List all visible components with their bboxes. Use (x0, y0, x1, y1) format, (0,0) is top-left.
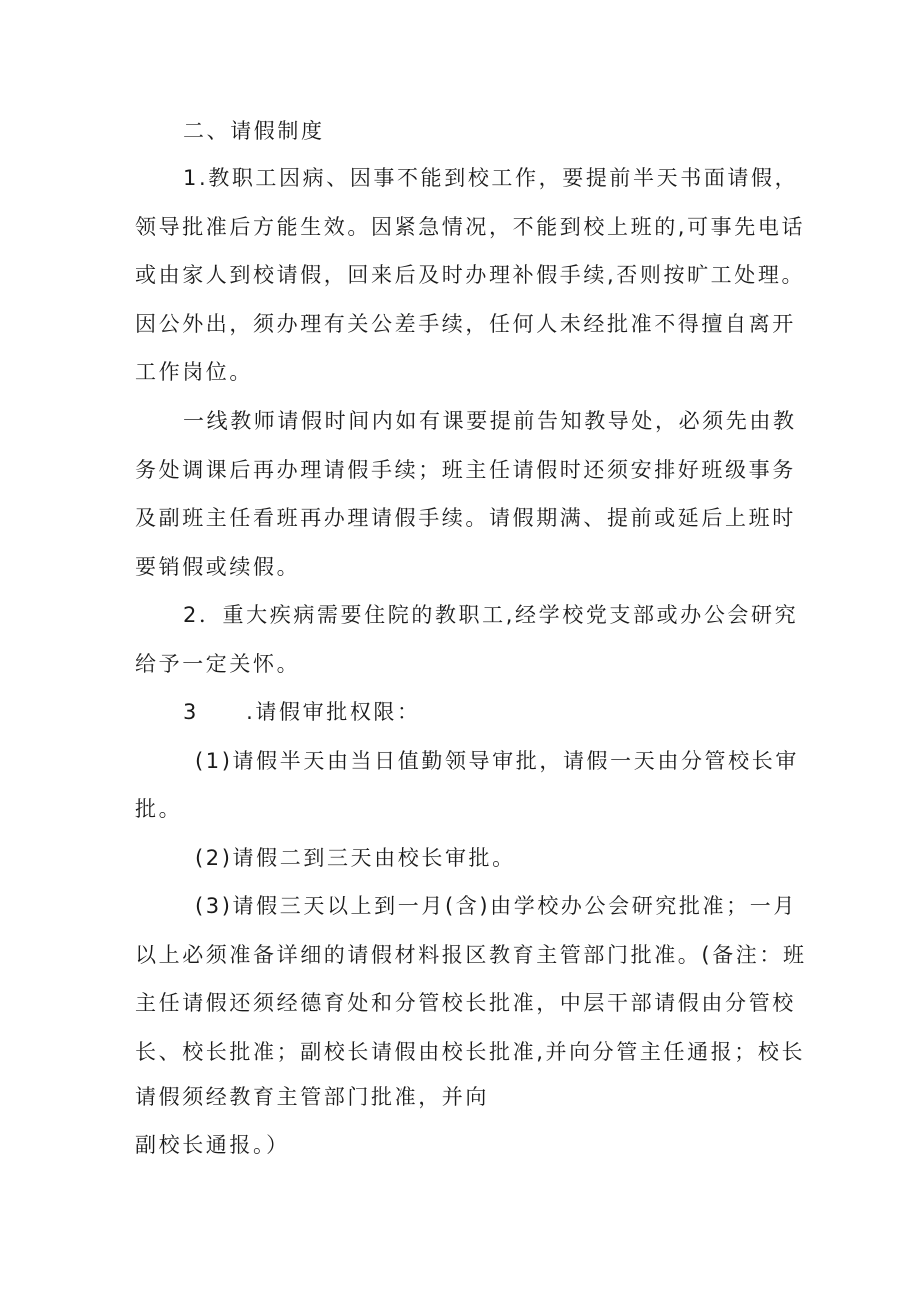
paragraph-line: 副校长通报。） (135, 1133, 290, 1157)
paragraph-line: 要销假或续假。 (135, 555, 301, 579)
list-item: (2)请假二到三天由校长审批。 (195, 846, 516, 870)
paragraph-line: 长、校长批准；副校长请假由校长批准,并向分管主任通报；校长 (135, 1040, 806, 1064)
paragraph-line: 主任请假还须经德育处和分管校长批准，中层干部请假由分管校 (135, 991, 796, 1015)
paragraph-line: 1.教职工因病、因事不能到校工作，要提前半天书面请假， (183, 166, 799, 190)
paragraph-line: 以上必须准备详细的请假材料报区教育主管部门批准。(备注：班 (135, 943, 807, 967)
list-item: 批。 (135, 797, 183, 821)
paragraph-line: 请假须经教育主管部门批准，并向 (135, 1085, 489, 1109)
list-item: (1)请假半天由当日值勤领导审批，请假一天由分管校长审 (195, 749, 799, 773)
paragraph-line: 因公外出，须办理有关公差手续，任何人未经批准不得擅自离开 (135, 312, 796, 336)
list-item: (3)请假三天以上到一月(含)由学校办公会研究批准；一月 (195, 894, 797, 918)
paragraph-line: 2．重大疾病需要住院的教职工,经学校党支部或办公会研究 (183, 603, 799, 627)
paragraph-line: 务处调课后再办理请假手续；班主任请假时还须安排好班级事务 (135, 458, 796, 482)
paragraph-line: 一线教师请假时间内如有课要提前告知教导处，必须先由教 (183, 409, 797, 433)
paragraph-line: 领导批准后方能生效。因紧急情况，不能到校上班的,可事先电话 (135, 215, 806, 239)
subsection-heading: 3 .请假审批权限： (183, 700, 421, 724)
paragraph-line: 或由家人到校请假，回来后及时办理补假手续,否则按旷工处理。 (135, 263, 806, 287)
section-heading: 二、请假制度 (183, 119, 325, 143)
paragraph-line: 给予一定关怀。 (135, 652, 301, 676)
paragraph-line: 工作岗位。 (135, 360, 253, 384)
paragraph-line: 及副班主任看班再办理请假手续。请假期满、提前或延后上班时 (135, 506, 796, 530)
